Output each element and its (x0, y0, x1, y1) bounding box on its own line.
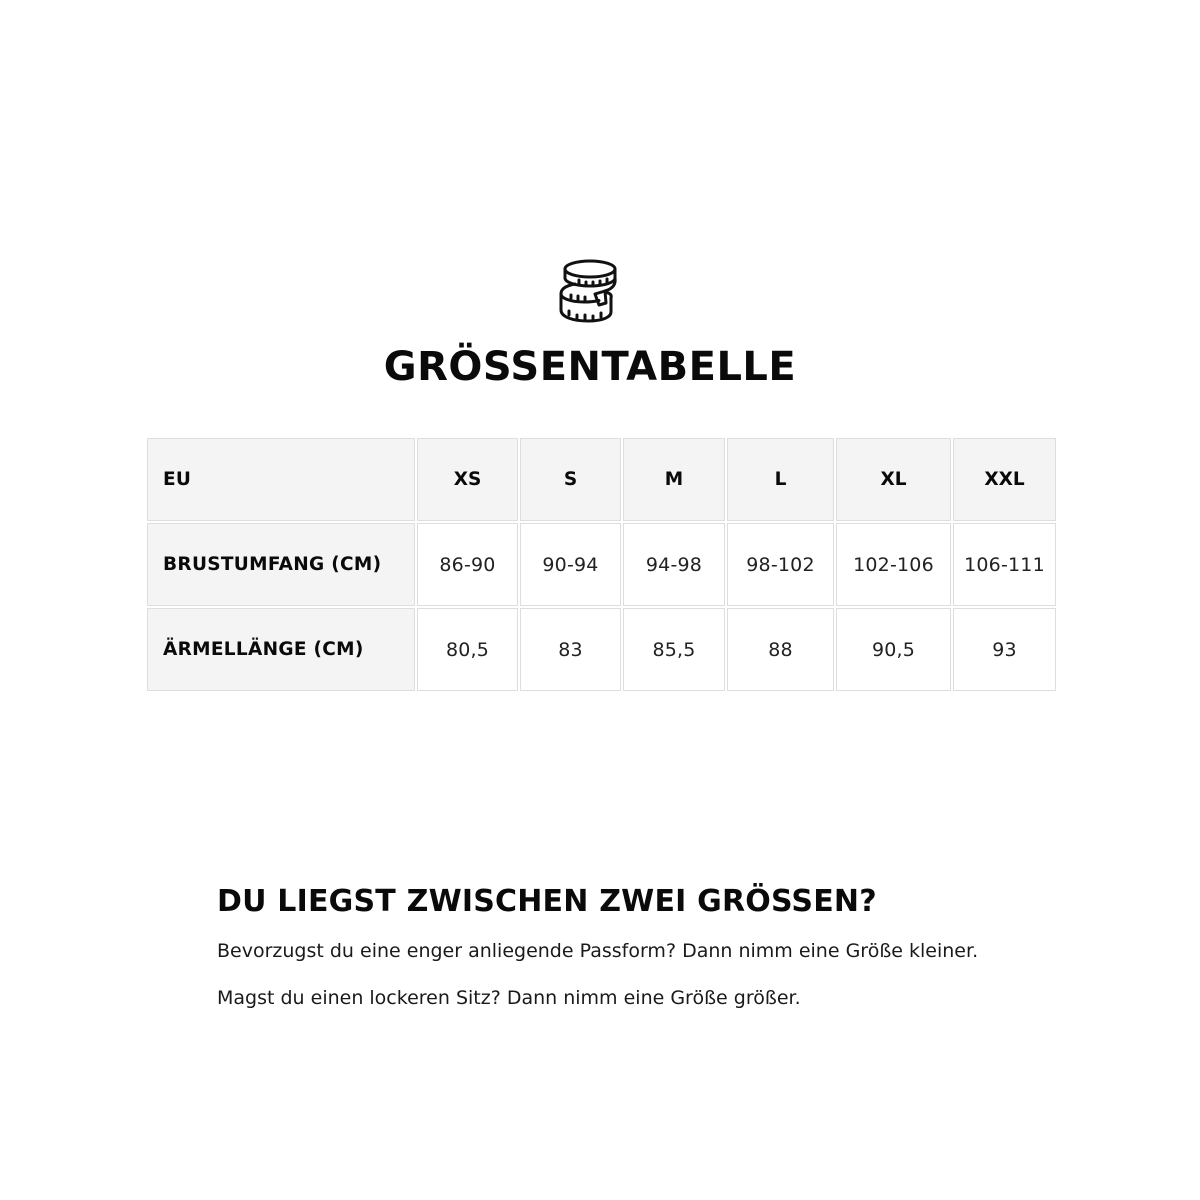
column-header-s: S (520, 438, 621, 521)
table-cell: 93 (953, 608, 1056, 691)
table-cell: 80,5 (417, 608, 518, 691)
table-row (147, 608, 1056, 691)
row-label-chest: BRUSTUMFANG (CM) (147, 523, 415, 606)
column-header-m: M (623, 438, 725, 521)
measuring-tape-icon (555, 254, 621, 330)
column-header-xl: XL (836, 438, 951, 521)
size-table (145, 436, 1058, 693)
table-cell: 88 (727, 608, 834, 691)
column-header-l: L (727, 438, 834, 521)
table-cell: 85,5 (623, 608, 725, 691)
column-header-xxl: XXL (953, 438, 1056, 521)
table-header-row (147, 438, 1056, 521)
table-cell: 98-102 (727, 523, 834, 606)
table-cell: 106-111 (953, 523, 1056, 606)
tighter-fit-text: Bevorzugst du eine enger anliegende Passform? Dann nimm eine Größe kleiner. (217, 940, 979, 962)
table-cell: 83 (520, 608, 621, 691)
table-cell: 86-90 (417, 523, 518, 606)
looser-fit-text: Magst du einen lockeren Sitz? Dann nimm eine Größe größer. (217, 987, 801, 1009)
table-row (147, 523, 1056, 606)
row-label-sleeve: ÄRMELLÄNGE (CM) (147, 608, 415, 691)
between-sizes-heading: DU LIEGST ZWISCHEN ZWEI GRÖSSEN? (217, 884, 877, 919)
table-cell: 90-94 (520, 523, 621, 606)
table-cell: 102-106 (836, 523, 951, 606)
table-cell: 90,5 (836, 608, 951, 691)
column-header-xs: XS (417, 438, 518, 521)
page-title: GRÖSSENTABELLE (383, 344, 797, 390)
table-cell: 94-98 (623, 523, 725, 606)
column-header-eu: EU (147, 438, 415, 521)
